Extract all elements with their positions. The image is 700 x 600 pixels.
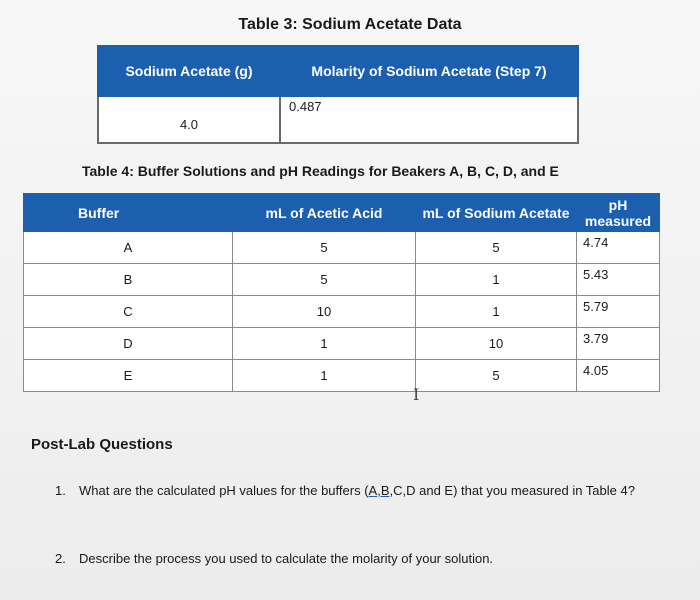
t4-header-sodium-acetate: mL of Sodium Acetate — [416, 194, 577, 232]
t4-header-buffer: Buffer — [24, 194, 233, 232]
buffer-cell: B — [24, 264, 233, 296]
question-1-text-start: What are the calculated pH values for the buffers ( — [79, 483, 369, 498]
ph-cell[interactable]: 4.74 — [577, 232, 660, 264]
buffer-cell: E — [24, 360, 233, 392]
t3-header-molarity: Molarity of Sodium Acetate (Step 7) — [280, 46, 578, 96]
question-1-underlined: A,B — [368, 483, 390, 498]
sodium-acetate-cell[interactable]: 10 — [416, 328, 577, 360]
table-row — [24, 296, 660, 328]
sodium-acetate-cell[interactable]: 1 — [416, 296, 577, 328]
table-row — [24, 328, 660, 360]
t3-cell-mass[interactable]: 4.0 — [98, 96, 280, 143]
question-1-text-end: ,C,D and E) that you measured in Table 4? — [389, 483, 635, 498]
table-row — [24, 360, 660, 392]
acetic-acid-cell[interactable]: 1 — [233, 360, 416, 392]
table4-title: Table 4: Buffer Solutions and pH Readings for Beakers A, B, C, D, and E — [82, 163, 559, 179]
text-cursor-icon: I — [413, 385, 420, 404]
question-1 — [55, 481, 655, 500]
t4-header-acetic-acid: mL of Acetic Acid — [233, 194, 416, 232]
buffer-cell: D — [24, 328, 233, 360]
t4-header-ph: pH measured — [577, 194, 660, 232]
post-lab-heading: Post-Lab Questions — [31, 436, 173, 453]
sodium-acetate-table — [97, 45, 579, 144]
ph-cell[interactable]: 5.43 — [577, 264, 660, 296]
acetic-acid-cell[interactable]: 1 — [233, 328, 416, 360]
question-2-number: 2. — [55, 551, 66, 566]
buffer-table — [23, 193, 660, 392]
table-row — [24, 232, 660, 264]
ph-cell[interactable]: 5.79 — [577, 296, 660, 328]
table-row — [24, 264, 660, 296]
buffer-cell: C — [24, 296, 233, 328]
t3-header-sodium-acetate: Sodium Acetate (g) — [98, 46, 280, 96]
question-2-text: Describe the process you used to calculate the molarity of your solution. — [79, 551, 494, 566]
buffer-cell: A — [24, 232, 233, 264]
acetic-acid-cell[interactable]: 5 — [233, 232, 416, 264]
question-1-number: 1. — [55, 483, 66, 498]
ph-cell[interactable]: 4.05 — [577, 360, 660, 392]
sodium-acetate-cell[interactable]: 1 — [416, 264, 577, 296]
question-2 — [55, 549, 655, 568]
acetic-acid-cell[interactable]: 10 — [233, 296, 416, 328]
acetic-acid-cell[interactable]: 5 — [233, 264, 416, 296]
table3-title: Table 3: Sodium Acetate Data — [238, 16, 462, 33]
sodium-acetate-cell[interactable]: 5 — [416, 360, 577, 392]
sodium-acetate-cell[interactable]: 5 — [416, 232, 577, 264]
ph-cell[interactable]: 3.79 — [577, 328, 660, 360]
t3-cell-molarity[interactable]: 0.487 — [280, 96, 578, 143]
